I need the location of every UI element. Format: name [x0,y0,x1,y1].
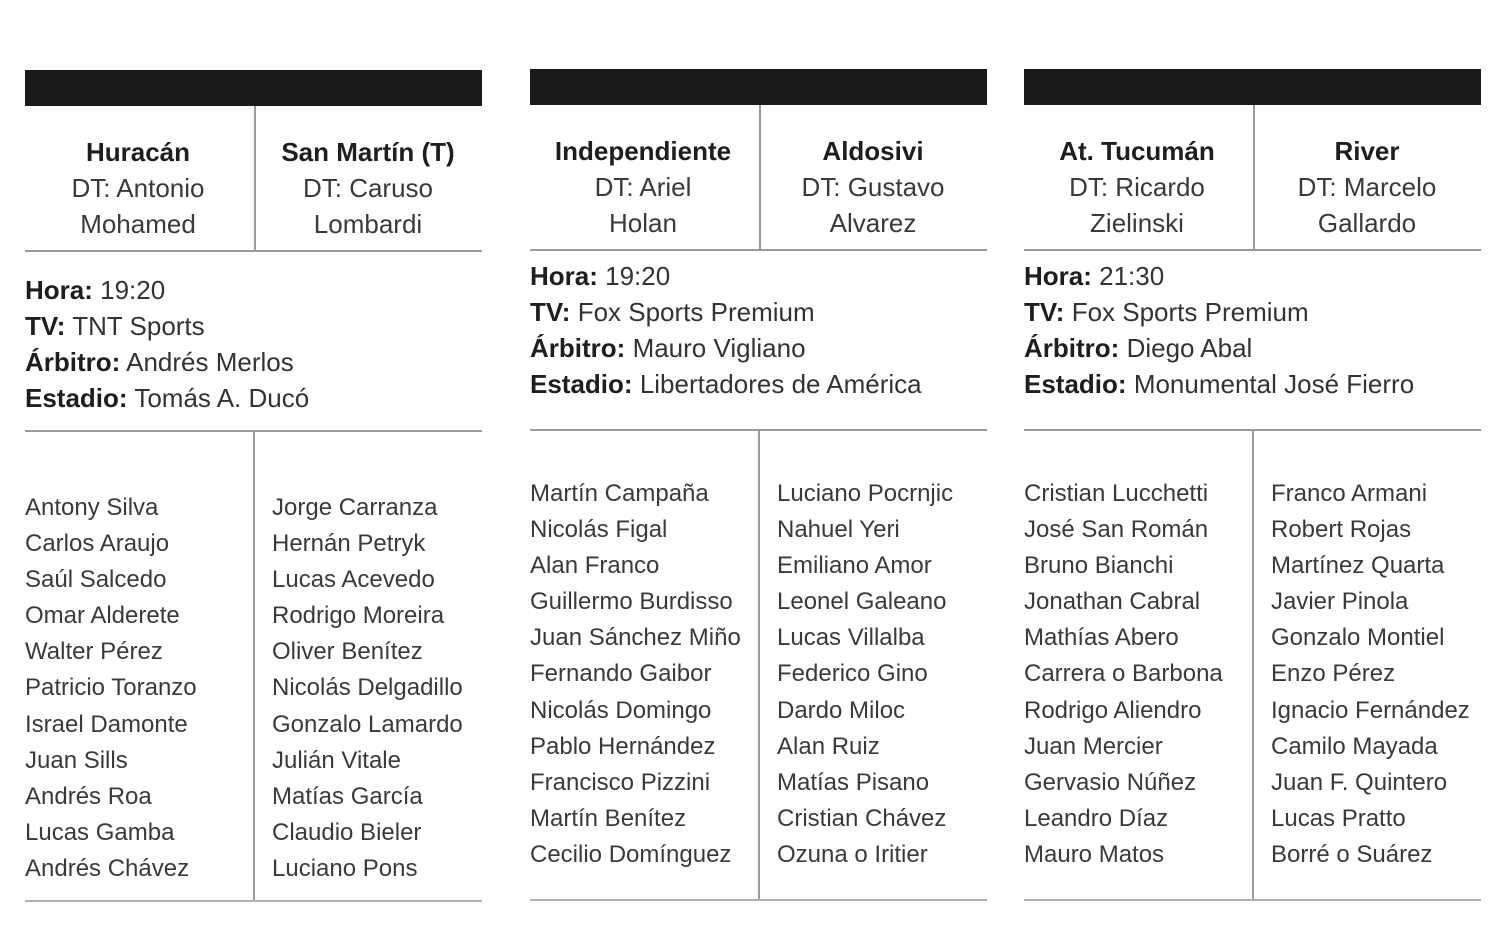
away-team-coach: DT: Caruso Lombardi [302,173,434,239]
player-name: José San Román [1024,516,1209,544]
info-hora: Hora: 19:20 [530,261,671,291]
player-name: Juan Sills [25,746,128,774]
player-name: Mathías Abero [1024,624,1179,652]
player-name: Luciano Pocrnjic [777,480,954,507]
player-name: Borré o Suárez [1271,840,1433,868]
player-name: Lucas Acevedo [272,566,435,594]
player-name: Claudio Bieler [272,818,422,846]
away-lineup [272,490,463,887]
lineups [530,431,987,901]
player-name: Ignacio Fernández [1271,696,1470,724]
player-name: Andrés Roa [25,782,152,810]
player-name: Mauro Matos [1024,840,1165,868]
player-name: Antony Silva [25,494,159,521]
player-name: Luciano Pons [272,854,418,882]
player-name: Gonzalo Montiel [1271,624,1445,652]
info-tv: TV: TNT Sports [25,311,205,341]
player-name: Patricio Toranzo [25,674,197,702]
info-arbitro: Árbitro: Mauro Vigliano [530,333,806,363]
player-name: Saúl Salcedo [25,566,167,594]
player-name: Martín Benítez [530,804,687,832]
player-name: Jonathan Cabral [1024,588,1201,616]
info-tv: TV: Fox Sports Premium [530,297,815,327]
player-name: Martín Campaña [530,480,709,507]
away-lineup [1271,476,1470,873]
match-info [1024,258,1481,402]
info-hora: Hora: 21:30 [1024,261,1165,291]
player-name: Javier Pinola [1271,588,1409,616]
player-name: Dardo Miloc [777,696,906,724]
header-bar [530,69,987,105]
lineups [25,432,482,902]
player-name: Robert Rojas [1271,516,1412,544]
home-team-name: Huracán [85,137,191,167]
away-team [254,106,480,250]
player-name: Franco Armani [1271,480,1428,507]
player-name: Israel Damonte [25,710,188,738]
away-team-name: San Martín (T) [281,137,455,167]
home-lineup [530,476,741,873]
player-name: Carrera o Barbona [1024,660,1223,688]
lineup-separator [758,431,760,899]
player-name: Francisco Pizzini [530,768,711,796]
player-name: Guillermo Burdisso [530,588,733,616]
away-lineup [777,476,953,873]
home-team-name: At. Tucumán [1059,136,1215,166]
player-name: Nicolás Delgadillo [272,674,463,702]
player-name: Jorge Carranza [272,494,438,521]
info-hora: Hora: 19:20 [25,275,166,305]
player-name: Andrés Chávez [25,854,190,882]
home-team-coach: DT: Antonio Mohamed [71,173,205,239]
info-estadio: Estadio: Tomás A. Ducó [25,383,310,413]
player-name: Juan Mercier [1024,732,1163,760]
player-name: Oliver Benítez [272,638,423,666]
player-name: Bruno Bianchi [1024,552,1174,580]
player-name: Juan Sánchez Miño [530,624,741,652]
home-team-coach: DT: Ariel Holan [594,172,692,238]
player-name: Lucas Gamba [25,818,175,846]
teams-header [530,105,987,251]
home-lineup [25,490,197,887]
home-team [1024,105,1250,249]
match-info [530,258,987,402]
player-name: Cristian Chávez [777,804,947,832]
player-name: Gervasio Núñez [1024,768,1197,796]
match-info [25,272,482,416]
home-lineup [1024,476,1223,873]
player-name: Carlos Araujo [25,530,170,558]
player-name: Fernando Gaibor [530,660,712,688]
player-name: Emiliano Amor [777,552,932,580]
info-tv: TV: Fox Sports Premium [1024,297,1309,327]
player-name: Cecilio Domínguez [530,840,732,868]
player-name: Leandro Díaz [1024,804,1169,832]
player-name: Alan Ruiz [777,732,880,760]
info-estadio: Estadio: Libertadores de América [530,369,922,399]
player-name: Martínez Quarta [1271,552,1445,580]
away-team [1253,105,1479,249]
home-team-name: Independiente [554,136,732,166]
teams-header [1024,105,1481,251]
player-name: Hernán Petryk [272,530,426,558]
player-name: Juan F. Quintero [1271,768,1448,796]
info-arbitro: Árbitro: Andrés Merlos [25,347,294,377]
player-name: Ozuna o Iritier [777,840,928,868]
away-team-coach: DT: Marcelo Gallardo [1297,172,1437,238]
player-name: Walter Pérez [25,638,163,666]
info-estadio: Estadio: Monumental José Fierro [1024,369,1415,399]
away-team-name: River [1334,136,1400,166]
player-name: Camilo Mayada [1271,732,1438,760]
home-team [25,106,251,250]
home-team-coach: DT: Ricardo Zielinski [1069,172,1205,238]
player-name: Nahuel Yeri [777,516,900,544]
player-name: Lucas Villalba [777,624,925,652]
player-name: Leonel Galeano [777,588,947,616]
lineup-separator [1252,431,1254,899]
lineup-separator [253,432,255,900]
away-team-coach: DT: Gustavo Alvarez [801,172,945,238]
player-name: Julián Vitale [272,746,401,774]
header-bar [25,70,482,106]
player-name: Cristian Lucchetti [1024,480,1209,507]
lineups [1024,431,1481,901]
player-name: Federico Gino [777,660,928,688]
info-arbitro: Árbitro: Diego Abal [1024,333,1253,363]
player-name: Rodrigo Aliendro [1024,696,1202,724]
player-name: Nicolás Domingo [530,696,712,724]
player-name: Rodrigo Moreira [272,602,445,630]
player-name: Gonzalo Lamardo [272,710,463,738]
player-name: Matías García [272,782,423,810]
teams-header [25,106,482,252]
player-name: Omar Alderete [25,602,180,630]
away-team-name: Aldosivi [822,136,924,166]
player-name: Pablo Hernández [530,732,716,760]
header-bar [1024,69,1481,105]
player-name: Enzo Pérez [1271,660,1396,688]
player-name: Lucas Pratto [1271,804,1406,832]
away-team [759,105,985,249]
home-team [530,105,756,249]
player-name: Nicolás Figal [530,516,668,544]
player-name: Matías Pisano [777,768,930,796]
player-name: Alan Franco [530,552,660,580]
